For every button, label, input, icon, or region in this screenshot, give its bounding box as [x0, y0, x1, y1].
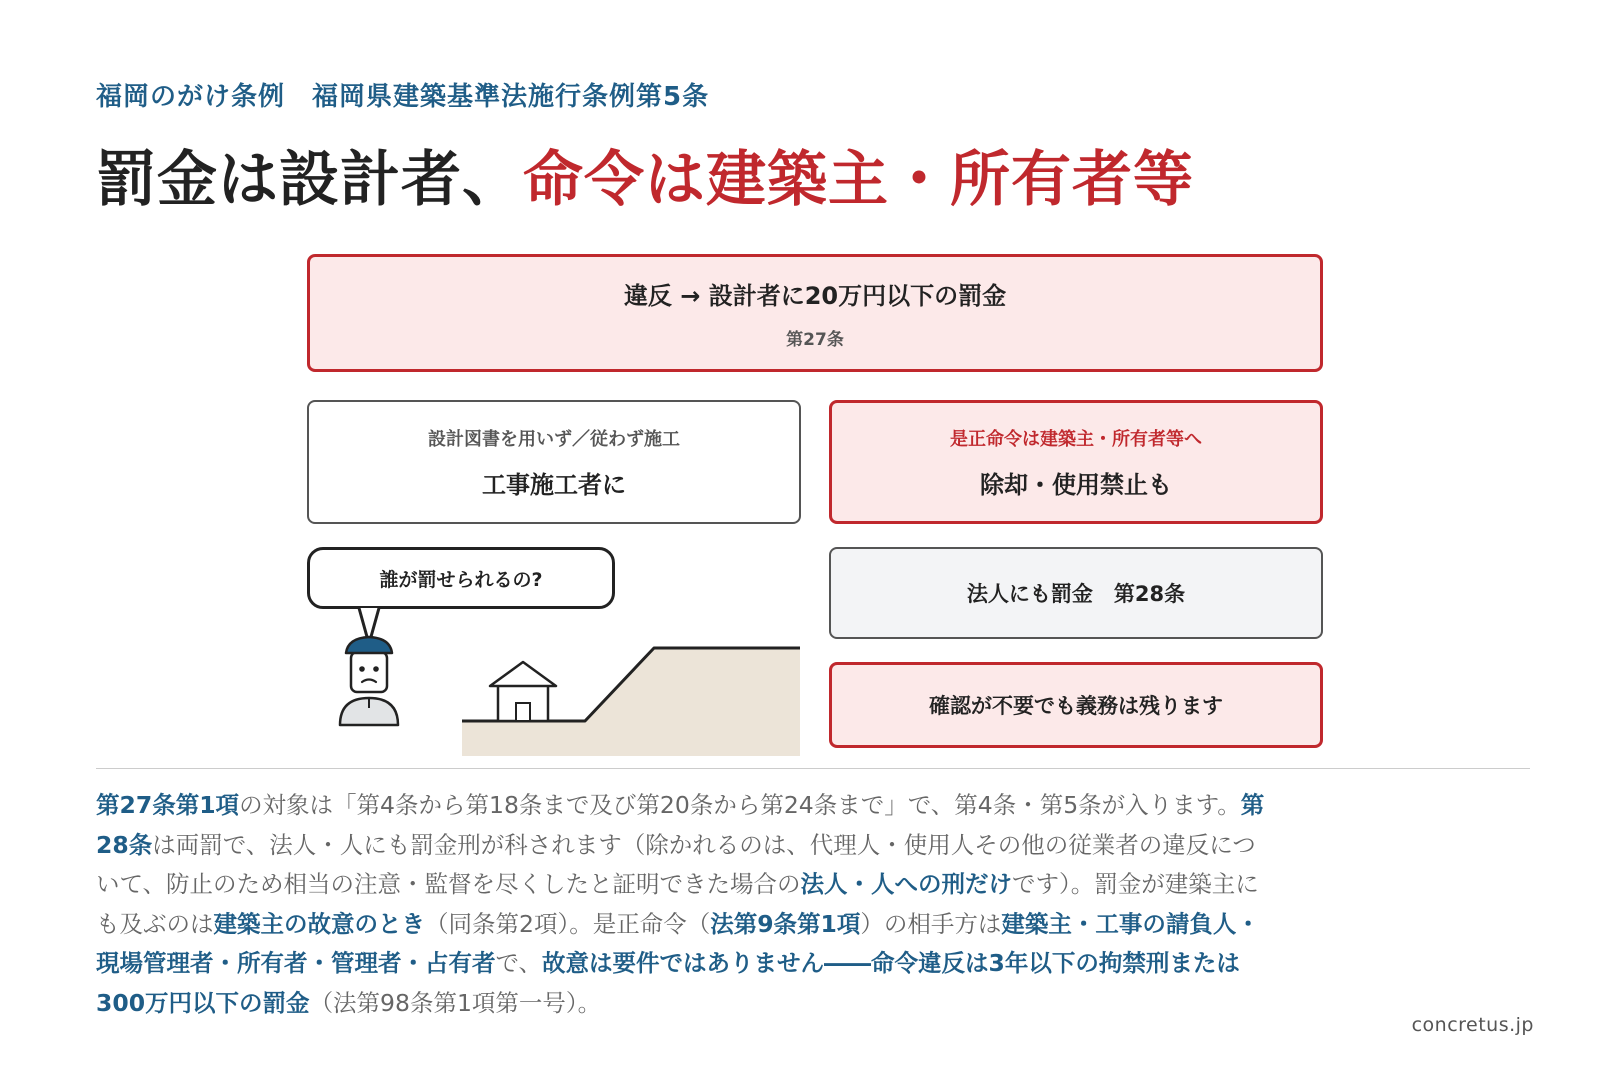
contractor-label: 設計図書を用いず／従わず施工: [428, 428, 680, 450]
penalty-article: 第27条: [786, 330, 844, 350]
body-text: （法第98条第1項第一号）。: [309, 988, 602, 1017]
house-icon: [490, 662, 556, 721]
speech-bubble-text: 誰が罰せられるの?: [379, 568, 543, 591]
body-highlight: 法人・人への刑だけ: [800, 870, 1013, 899]
page-subtitle: 福岡のがけ条例 福岡県建築基準法施行条例第5条: [96, 82, 710, 112]
explanation-paragraph: [96, 786, 1276, 1024]
body-text: で、: [495, 949, 543, 978]
title-red-part: 命令は建築主・所有者等: [523, 145, 1194, 215]
order-label: 是正命令は建築主・所有者等へ: [950, 428, 1202, 450]
body-highlight: 法第9条第1項: [710, 909, 861, 938]
corporate-penalty-box: [829, 547, 1323, 639]
body-highlight: 建築主・工事の請負人・現場管理者・所有者・管理者・占有者: [96, 909, 1260, 978]
obligation-text: 確認が不要でも義務は残ります: [929, 694, 1223, 718]
body-text: ）の相手方は: [860, 909, 1002, 938]
body-text: は両罰で、法人・人にも罰金刑が科されます（除かれるのは、代理人・使用人その他の従業者の違反について、防止のため相当の注意・監督を尽くしたと証明できた場合の: [96, 830, 1256, 899]
order-value: 除却・使用禁止も: [980, 470, 1172, 499]
body-text: の対象は「第4条から第18条まで及び第20条から第24条まで」で、第4条・第5条が入ります。: [239, 791, 1241, 819]
body-highlight: 第27条第1項: [96, 791, 240, 819]
contractor-box: [307, 400, 801, 524]
body-text: （同条第2項）。是正命令（: [425, 909, 711, 938]
speech-bubble: [307, 547, 615, 609]
contractor-value: 工事施工者に: [482, 470, 626, 499]
penalty-text: 違反 → 設計者に20万円以下の罰金: [623, 282, 1007, 310]
worried-person-icon: [340, 637, 398, 725]
order-box: [829, 400, 1323, 524]
title-black-part: 罰金は設計者、: [96, 145, 523, 215]
cliff-illustration: [320, 608, 810, 758]
divider: [96, 768, 1530, 769]
site-credit: concretus.jp: [1411, 1014, 1534, 1036]
body-highlight: 故意は要件ではありません――命令違反は3年以下の拘禁刑または300万円以下の罰金: [96, 949, 1240, 1017]
corporate-penalty-text: 法人にも罰金 第28条: [966, 582, 1186, 606]
body-text: です）。罰金が建築主にも及ぶのは: [96, 870, 1259, 938]
obligation-box: [829, 662, 1323, 748]
page-title: [96, 132, 1194, 218]
penalty-box: [307, 254, 1323, 372]
body-highlight: 建築主の故意のとき: [213, 909, 425, 938]
body-highlight: 第28条: [96, 791, 1265, 859]
